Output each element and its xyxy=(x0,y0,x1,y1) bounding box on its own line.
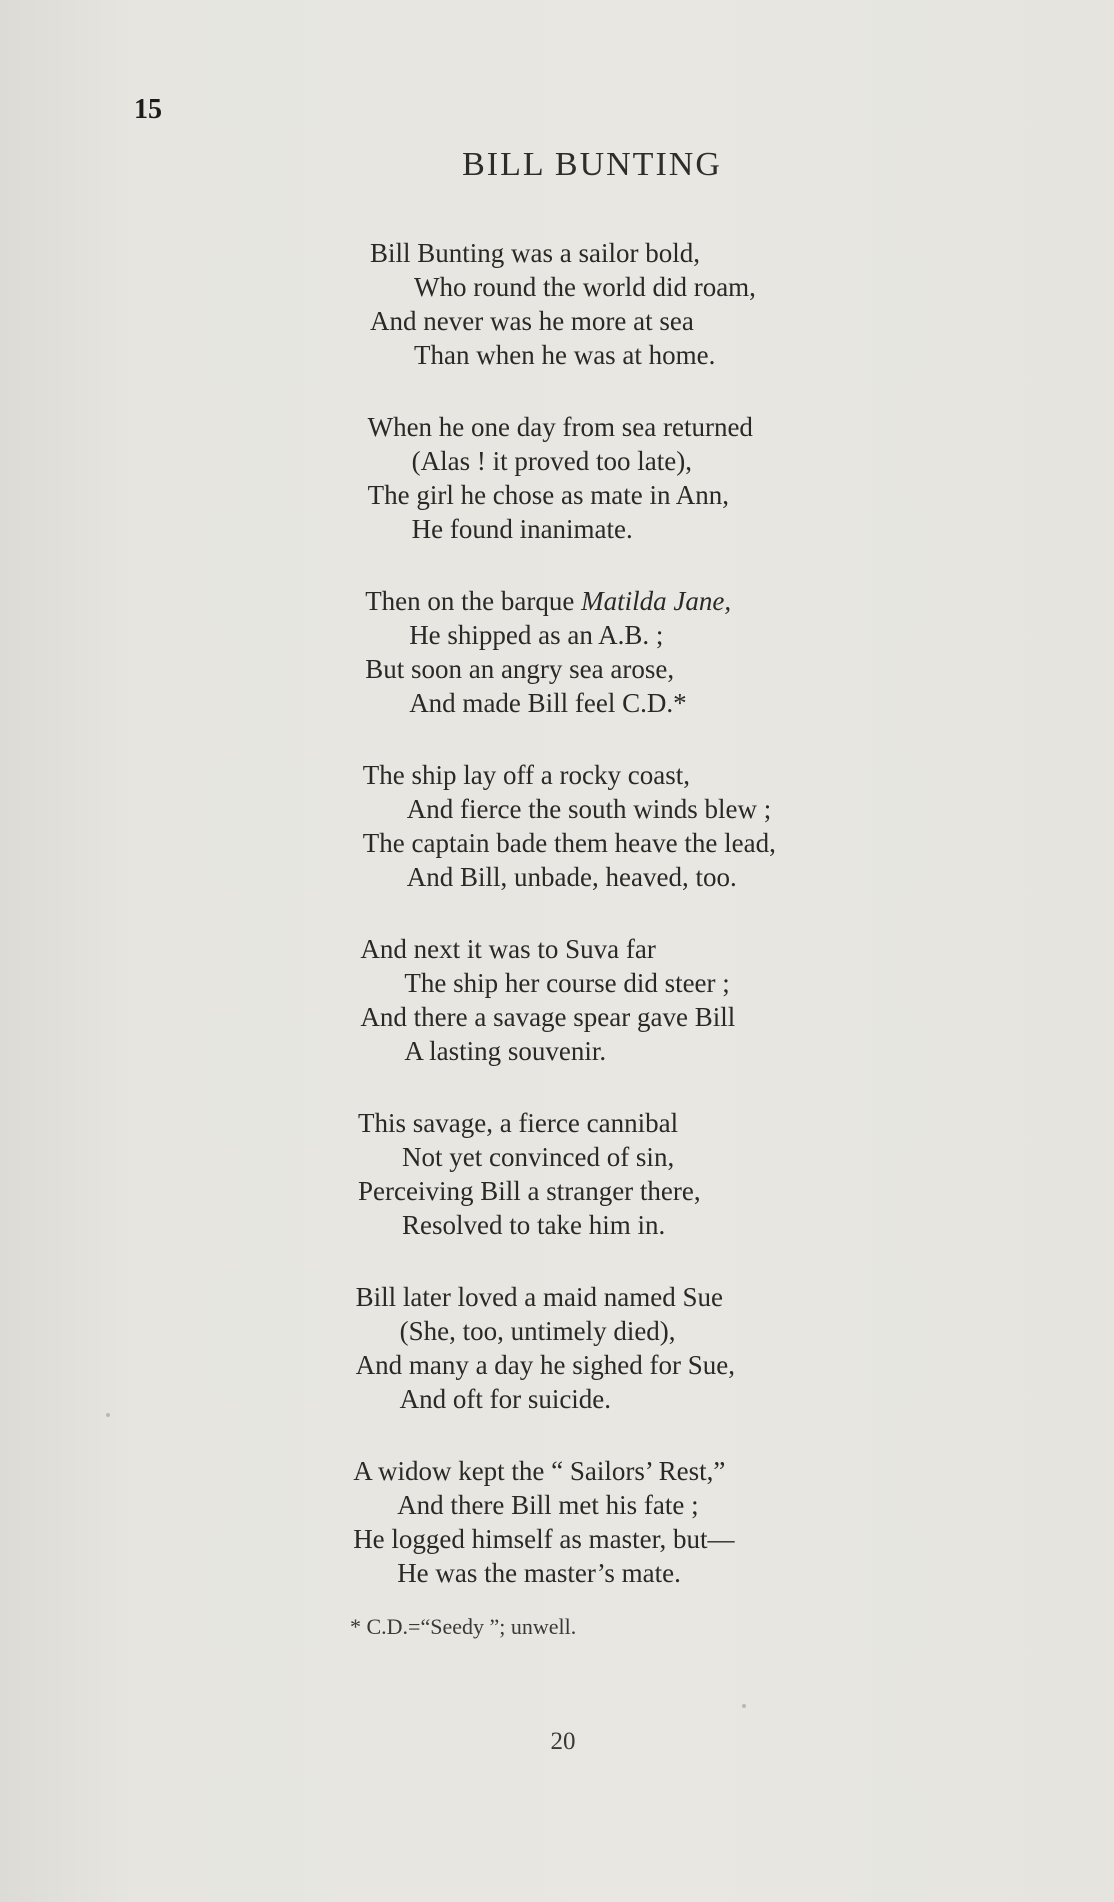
poem-body xyxy=(0,238,1114,1630)
corner-number: 15 xyxy=(134,94,162,125)
stanza xyxy=(0,412,1114,586)
poem-line: And there a savage spear gave Bill xyxy=(360,1002,736,1032)
poem-line: But soon an angry sea arose, xyxy=(365,654,675,684)
poem-line: When he one day from sea returned xyxy=(367,412,753,442)
stanza xyxy=(0,586,1114,760)
poem-line: And fierce the south winds blew ; xyxy=(406,794,772,824)
stanza xyxy=(0,1282,1114,1456)
poem-line: And made Bill feel C.D.* xyxy=(409,688,687,718)
poem-line: The captain bade them heave the lead, xyxy=(362,828,776,858)
poem-line: Who round the world did roam, xyxy=(414,272,756,302)
poem-line: (Alas ! it proved too late), xyxy=(411,446,693,476)
poem-line: (She, too, untimely died), xyxy=(399,1316,676,1346)
poem-line: Resolved to take him in. xyxy=(402,1210,666,1240)
stanza xyxy=(0,760,1114,934)
poem-line: Not yet convinced of sin, xyxy=(402,1142,675,1172)
ship-name: Matilda Jane, xyxy=(581,586,732,616)
poem-line: He found inanimate. xyxy=(411,514,633,544)
stanza xyxy=(0,238,1114,412)
poem-line: The ship lay off a rocky coast, xyxy=(362,760,690,790)
footnote: * C.D.=“Seedy ”; unwell. xyxy=(350,1614,577,1639)
poem-line: And oft for suicide. xyxy=(399,1384,612,1414)
poem-line: The girl he chose as mate in Ann, xyxy=(367,480,729,510)
poem-line: This savage, a fierce cannibal xyxy=(358,1108,679,1138)
poem-line: He shipped as an A.B. ; xyxy=(409,620,664,650)
stanza xyxy=(0,1456,1114,1630)
poem-line: He logged himself as master, but— xyxy=(353,1524,735,1554)
stanza xyxy=(0,934,1114,1108)
poem-line: Bill later loved a maid named Sue xyxy=(355,1282,723,1312)
poem-line: Bill Bunting was a sailor bold, xyxy=(370,238,700,268)
poem-line: And next it was to Suva far xyxy=(360,934,656,964)
poem-line: A widow kept the “ Sailors’ Rest,” xyxy=(353,1456,726,1486)
poem-line: And Bill, unbade, heaved, too. xyxy=(406,862,737,892)
poem-line: And never was he more at sea xyxy=(370,306,694,336)
poem-line: And there Bill met his fate ; xyxy=(397,1490,699,1520)
poem-line: Then on the barque Matilda Jane, xyxy=(365,586,732,616)
paper-speck xyxy=(742,1704,746,1708)
poem-line: And many a day he sighed for Sue, xyxy=(355,1350,736,1380)
poem-title: BILL BUNTING xyxy=(462,146,722,183)
poem-line: He was the master’s mate. xyxy=(397,1558,681,1588)
stanza xyxy=(0,1108,1114,1282)
poem-line: A lasting souvenir. xyxy=(404,1036,607,1066)
poem-line: Than when he was at home. xyxy=(414,340,716,370)
paper-speck xyxy=(106,1413,110,1417)
page-number: 20 xyxy=(550,1728,576,1755)
poem-line: The ship her course did steer ; xyxy=(404,968,730,998)
poem-line: Perceiving Bill a stranger there, xyxy=(358,1176,701,1206)
